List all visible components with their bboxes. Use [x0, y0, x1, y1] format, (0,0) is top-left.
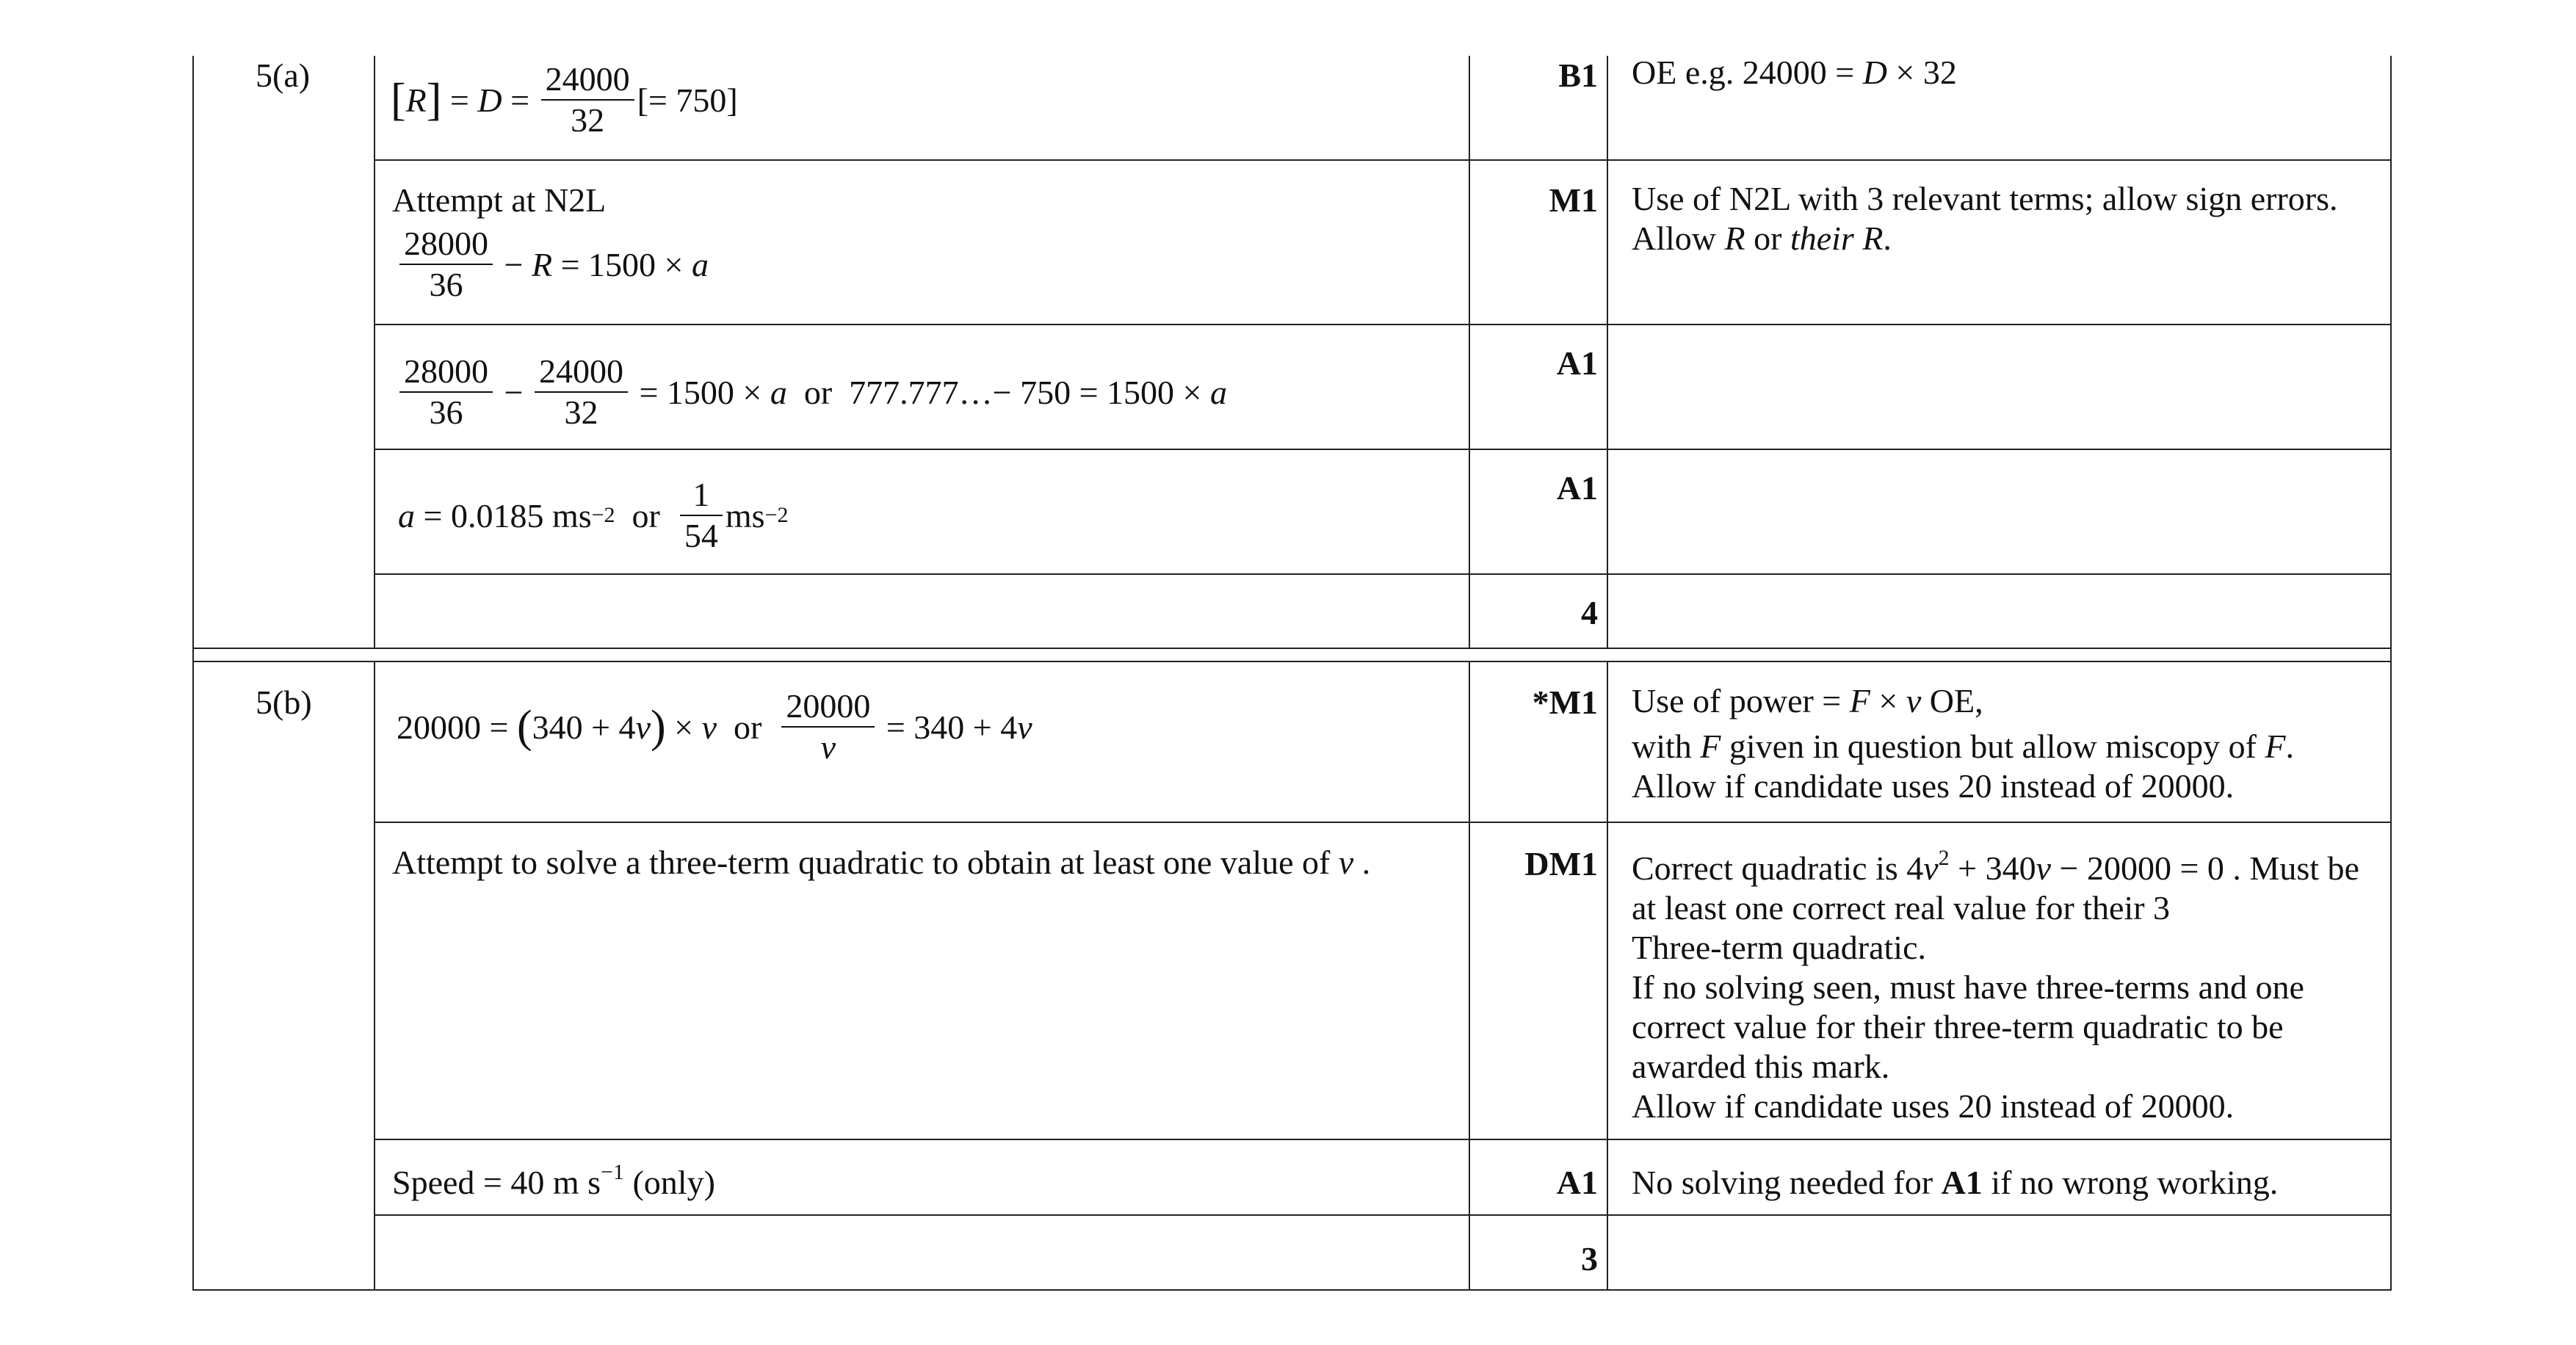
numerator: 24000	[535, 352, 628, 393]
math-var: R	[405, 81, 427, 119]
math-var: v	[635, 708, 651, 746]
table-border-left	[192, 56, 194, 1291]
table-border-bottom	[192, 1289, 2392, 1291]
guidance-text: Use of power = F × v OE, with F given in question but allow miscopy of F. Allow if candidate uses 20 instead of 20000.	[1632, 682, 2295, 805]
numerator: 28000	[399, 224, 493, 265]
mark-code: M1	[1549, 181, 1598, 219]
fraction	[399, 224, 493, 305]
denominator: 32	[571, 101, 605, 139]
math-var: a	[691, 245, 709, 283]
total-marks: 3	[1581, 1240, 1598, 1277]
math-text: = 0.0185 ms	[415, 496, 592, 534]
column-divider-question	[374, 56, 375, 649]
answer-expression: 20000 = ( 340 + 4 v ) × v or $\frac{20000}{v}$ = 340 + 4 v	[397, 687, 1032, 766]
answer-expression	[397, 347, 1227, 438]
fraction	[680, 475, 723, 556]
column-divider-question	[374, 662, 375, 1291]
denominator: 36	[429, 394, 463, 431]
fraction	[541, 59, 634, 140]
math-text: = 340 + 4	[878, 708, 1018, 746]
math-text: or	[717, 708, 779, 746]
math-text: = 1500 ×	[630, 373, 770, 411]
math-text: −	[496, 373, 532, 411]
fraction	[535, 352, 628, 432]
answer-text: Speed = 40 m $s^{-1}$ (only)	[392, 1160, 715, 1201]
row-divider	[374, 822, 2392, 823]
mark-code: *M1	[1532, 684, 1598, 721]
math-var: a	[1210, 373, 1227, 411]
row-divider	[374, 573, 2392, 575]
column-divider-marks	[1607, 662, 1608, 1291]
math-var: v	[1017, 708, 1032, 746]
fraction	[399, 352, 493, 432]
guidance-text: Correct quadratic is $4v^2 + 340v - 20000 = 0$ . Must be at least one correct real value for their 3 Three-term quadratic. If no solving seen, must have three-terms and one correct value for their three-term quadratic to be awarded this mark. Allow if candidate uses 20 instead of 20000.	[1632, 846, 2359, 1125]
column-divider-answer	[1469, 662, 1470, 1291]
denominator: v	[820, 728, 836, 766]
mark-code: A1	[1556, 1164, 1598, 1201]
table-border-right	[2390, 56, 2392, 1291]
row-divider	[374, 1214, 2392, 1216]
answer-text: Attempt to solve a three-term quadratic to obtain at least one value of v .	[392, 844, 1371, 881]
math-text: ms	[725, 496, 765, 534]
denominator: 32	[564, 394, 598, 431]
math-text: or 777.777…− 750 = 1500 ×	[786, 373, 1210, 411]
row-divider	[374, 449, 2392, 450]
math-text: =	[441, 81, 478, 119]
row-divider	[374, 324, 2392, 325]
math-text: = 1500 ×	[552, 245, 692, 283]
denominator: 36	[429, 266, 463, 303]
mark-code: A1	[1556, 344, 1598, 382]
numerator: 24000	[541, 59, 634, 101]
fraction	[781, 686, 875, 767]
math-var: R	[531, 245, 553, 283]
answer-expression: a = 0.0185 ms −2 or $\frac{1}{54}$ ms −2	[398, 476, 789, 554]
numerator: 1	[680, 475, 723, 516]
math-text: ×	[665, 708, 702, 746]
mark-code: DM1	[1524, 845, 1598, 882]
math-text: 20000 =	[397, 708, 517, 746]
row-divider	[374, 1139, 2392, 1140]
math-text: −	[496, 245, 532, 283]
math-text: or	[615, 496, 677, 534]
numerator: 28000	[399, 352, 493, 393]
question-separator	[192, 648, 2392, 649]
math-var: D	[477, 81, 502, 119]
guidance-text: Use of N2L with 3 relevant terms; allow sign errors. Allow R or their R.	[1632, 180, 2338, 257]
guidance-text: OE e.g. 24000 = D × 32	[1632, 54, 1957, 91]
column-divider-marks	[1607, 56, 1608, 649]
column-divider-answer	[1469, 56, 1470, 649]
math-text: 340 + 4	[532, 708, 636, 746]
question-number: 5(b)	[256, 684, 312, 721]
math-text: =	[502, 81, 538, 119]
answer-expression: [ R ] = D = $\frac{24000}{32}$ [= 750]	[391, 60, 738, 139]
mark-code: A1	[1556, 469, 1598, 507]
numerator: 20000	[781, 686, 875, 728]
row-divider	[374, 159, 2392, 161]
guidance-text: No solving needed for A1 if no wrong working.	[1632, 1164, 2279, 1201]
math-var: v	[701, 708, 717, 746]
answer-expression	[397, 219, 709, 310]
answer-text: Attempt at N2L	[392, 181, 607, 219]
math-text: [= 750]	[637, 81, 738, 119]
denominator: 54	[684, 517, 718, 554]
mark-code: B1	[1558, 57, 1598, 94]
question-number: 5(a)	[256, 57, 311, 94]
total-marks: 4	[1581, 594, 1598, 631]
math-var: a	[770, 373, 787, 411]
question-separator	[192, 661, 2392, 662]
math-var: a	[398, 496, 415, 534]
